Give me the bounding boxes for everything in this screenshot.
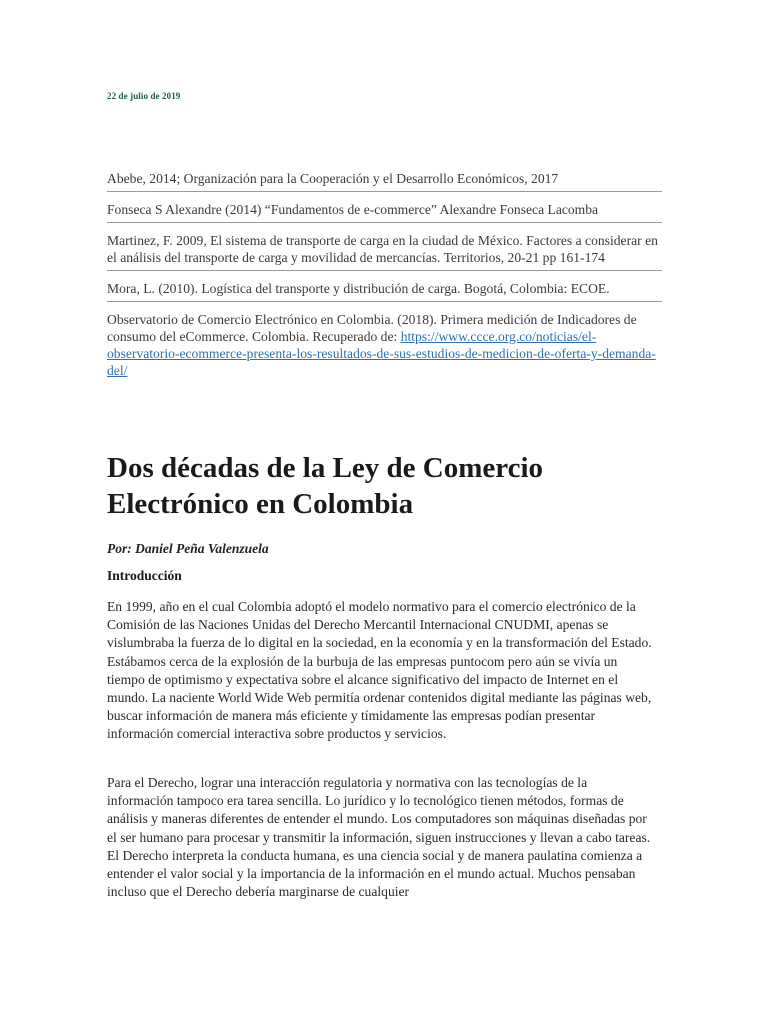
- reference-list: [107, 170, 662, 392]
- reference-item: [107, 232, 662, 271]
- article-byline: Por: Daniel Peña Valenzuela: [107, 541, 269, 556]
- section-heading: Introducción: [107, 568, 182, 583]
- reference-item: [107, 311, 662, 383]
- article-title: Dos décadas de la Ley de Comercio Electrónico en Colombia: [107, 452, 544, 520]
- reference-item: [107, 201, 662, 223]
- reference-text: Fonseca S Alexandre (2014) “Fundamentos de e-commerce” Alexandre Fonseca Lacomba: [107, 202, 599, 217]
- reference-text: Observatorio de Comercio Electrónico en Colombia. (2018). Primera medición de Indicadores de consumo del eCommerce. Colombia. Recuperado de:: [107, 312, 637, 344]
- reference-text: Abebe, 2014; Organización para la Cooperación y el Desarrollo Económicos, 2017: [107, 171, 559, 186]
- body-paragraph: Para el Derecho, lograr una interacción regulatoria y normativa con las tecnologías de la información tampoco era tarea sencilla. Lo jurídico y lo tecnológico tienen métodos, formas de análisis y maneras diferentes de entender el mundo. Los computadores son máquinas diseñadas por el ser humano para procesar y transmitir la información, siguen instrucciones y llevan a cabo tareas. El Derecho interpreta la conducta humana, es una ciencia social y de manera paulatina comienza a entender el valor social y la importancia de la información en el mundo actual. Muchos pensaban incluso que el Derecho debería marginarse de cualquier: [107, 775, 651, 900]
- reference-text: Mora, L. (2010). Logística del transporte y distribución de carga. Bogotá, Colombia: ECOE.: [107, 281, 610, 296]
- body-paragraph: En 1999, año en el cual Colombia adoptó el modelo normativo para el comercio electrónico de la Comisión de las Naciones Unidas del Derecho Mercantil Internacional CNUDMI, apenas se vislumbraba la fuerza de lo digital en la sociedad, en la economía y en la transformación del Estado. Estábamos cerca de la explosión de la burbuja de las empresas puntocom pero aún se vivía un tiempo de optimismo y expectativa sobre el alcance significativo del impacto de Internet en el mundo. La naciente World Wide Web permitía ordenar contenidos digital mediante las páginas web, buscar información de manera más eficiente y tímidamente las empresas podían presentar información comercial interactiva sobre productos y servicios.: [107, 599, 652, 742]
- reference-text: Martinez, F. 2009, El sistema de transporte de carga en la ciudad de México. Factores a considerar en el análisis del transporte de carga y movilidad de mercancías. Territorios, 20-21 pp 161-174: [107, 233, 658, 265]
- reference-item: [107, 170, 662, 192]
- reference-item: [107, 280, 662, 302]
- document-date: 22 de julio de 2019: [107, 91, 181, 101]
- reference-link[interactable]: https://www.ccce.org.co/noticias/el-observatorio-ecommerce-presenta-los-resultados-de-sus-estudios-de-medicion-de-oferta-y-demanda-del/: [107, 329, 656, 378]
